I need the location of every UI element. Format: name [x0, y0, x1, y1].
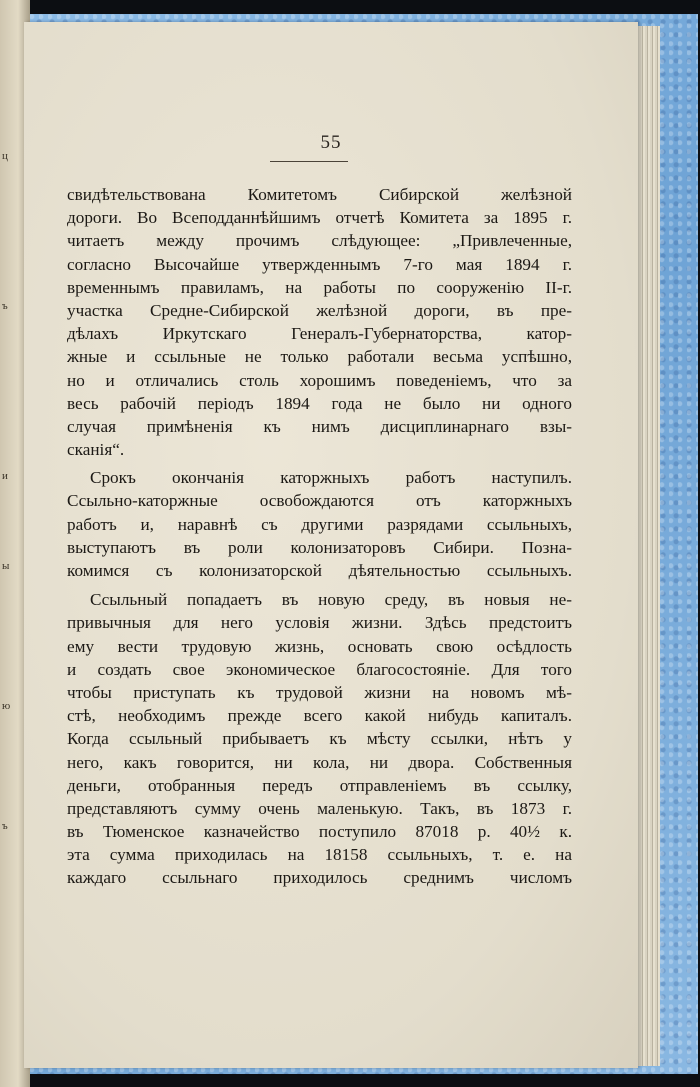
text-line: въ Тюменское казначейство поступило 87018 р. 40½ к.: [67, 822, 572, 842]
text-line: деньги, отобранныя передъ отправленіемъ въ ссылку,: [67, 775, 572, 795]
body-text: [67, 183, 572, 890]
text-line: читаетъ между прочимъ слѣдующее: „Привлеченные,: [67, 231, 572, 251]
text-line: дѣлахъ Иркутскаго Генералъ-Губернаторства, катор-: [67, 324, 572, 344]
paragraph-2: [67, 466, 572, 582]
facing-page-fragment: ъ: [2, 820, 8, 832]
text-line: каждаго ссыльнаго приходилось среднимъ числомъ: [67, 868, 572, 888]
text-line: жные и ссыльные не только работали весьма успѣшно,: [67, 347, 572, 367]
text-line: временнымъ правиламъ, на работы по сооруженію II-г.: [67, 277, 572, 297]
page-number: 55: [320, 132, 342, 153]
text-line: случая примѣненія къ нимъ дисциплинарнаго взы-: [67, 416, 572, 436]
text-line: выступаютъ въ роли колонизаторовъ Сибири. Позна-: [67, 537, 572, 557]
text-line: работъ и, наравнѣ съ другими разрядами ссыльныхъ,: [67, 514, 572, 534]
text-line: него, какъ говорится, ни кола, ни двора. Собственныя: [67, 752, 572, 772]
facing-page-fragment: ъ: [2, 300, 8, 312]
text-line: и создать свое экономическое благосостояніе. Для того: [67, 659, 572, 679]
text-line: Ссыльный попадаетъ въ новую среду, въ новыя не-: [90, 590, 572, 610]
text-line: согласно Высочайше утвержденнымъ 7-го мая 1894 г.: [67, 254, 572, 274]
text-line: привычныя для него условія жизни. Здѣсь предстоитъ: [67, 613, 572, 633]
book-page: [24, 22, 638, 1068]
text-line: комимся съ колонизаторской дѣятельностью ссыльныхъ.: [67, 561, 572, 580]
text-line: дороги. Во Всеподданнѣйшимъ отчетѣ Комитета за 1895 г.: [67, 208, 572, 228]
text-line: эта сумма приходилась на 18158 ссыльныхъ, т. е. на: [67, 845, 572, 865]
text-line: весь рабочій періодъ 1894 года не было ни одного: [67, 393, 572, 413]
text-line: сканія“.: [67, 440, 125, 460]
page-number-rule: [270, 161, 348, 162]
text-line: Когда ссыльный прибываетъ къ мѣсту ссылки, нѣтъ у: [67, 729, 572, 749]
text-line: ему вести трудовую жизнь, основать свою осѣдлость: [67, 636, 572, 656]
text-line: но и отличались столь хорошимъ поведеніемъ, что за: [67, 370, 572, 390]
text-line: стѣ, необходимъ прежде всего какой нибудь капиталъ.: [67, 706, 572, 726]
text-line: участка Средне-Сибирской желѣзной дороги, въ пре-: [67, 300, 572, 320]
text-line: чтобы приступать къ трудовой жизни на новомъ мѣ-: [67, 682, 572, 702]
facing-page-fragment: и: [2, 470, 8, 482]
facing-page-fragment: ы: [2, 560, 10, 572]
text-line: Ссыльно-каторжные освобождаются отъ каторжныхъ: [67, 491, 572, 511]
paragraph-1: [67, 183, 572, 461]
text-line: свидѣтельствована Комитетомъ Сибирской желѣзной: [67, 185, 572, 204]
text-line: Срокъ окончанія каторжныхъ работъ наступилъ.: [90, 468, 572, 488]
facing-page-fragment: ц: [2, 150, 8, 162]
facing-page-fragment: ю: [2, 700, 11, 712]
text-line: представляютъ сумму очень маленькую. Такъ, въ 1873 г.: [67, 798, 572, 818]
paragraph-3: [67, 588, 572, 889]
